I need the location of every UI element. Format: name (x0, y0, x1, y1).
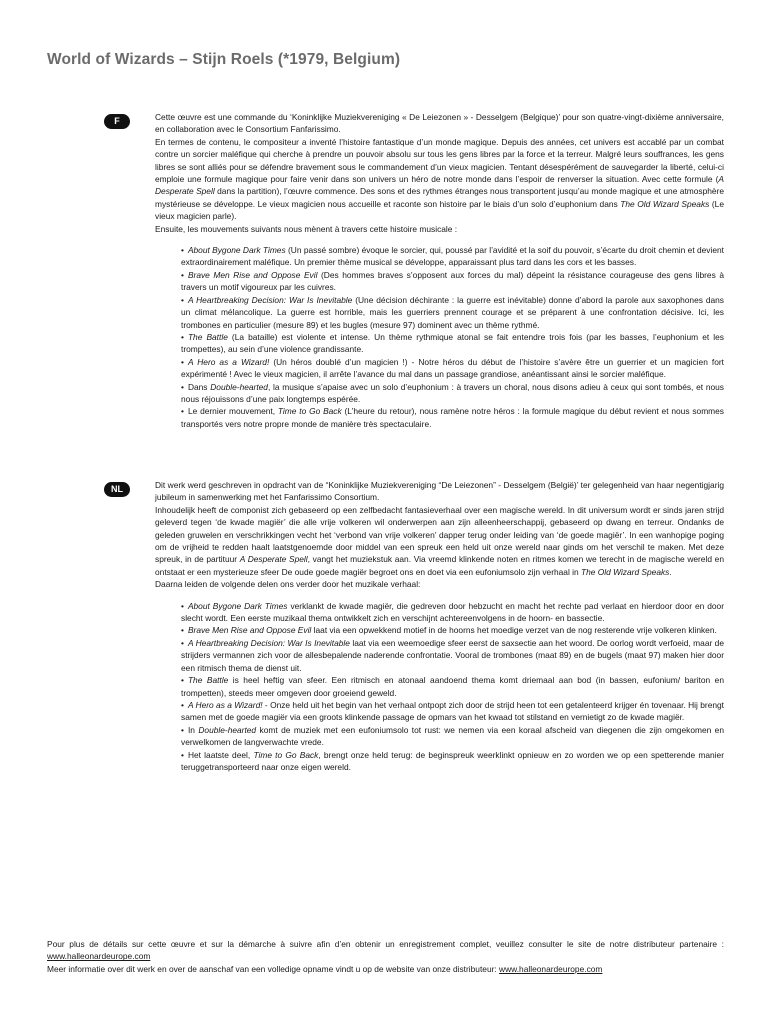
list-item: • Le dernier mouvement, Time to Go Back (L’heure du retour), nous ramène notre héros : la formule magique du début revient et nous sommes transportés vers notre propre monde de manière très spectaculaire. (181, 405, 724, 430)
distributor-link-fr[interactable]: www.halleonardeurope.com (47, 951, 151, 962)
list-item: • Brave Men Rise and Oppose Evil (Des hommes braves s’opposent aux forces du mal) dépeint la résistance courageuse des gens libres à travers un motif vigoureux par les cuivres. (181, 269, 724, 294)
list-item: • About Bygone Dark Times (Un passé sombre) évoque le sorcier, qui, poussé par l’avidité et la soif du pouvoir, s’écarte du droit chemin et devient extraordinairement maléfique. Un premier thème musical se développe, apparaissant plus tard dans les cors et les basses. (181, 244, 724, 269)
section-fr (155, 111, 724, 430)
list-item: • A Heartbreaking Decision: War Is Inevitable (Une décision déchirante : la guerre est inévitable) donne d’abord la parole aux saxophones dans un climat mélancolique. La guerre est horrible, mais les guerriers prennent courage et se préparent à une confrontation décisive. Ici, les trombones en particulier (mesure 89) et les bugles (mesure 97) dominent avec un thème rythmé. (181, 294, 724, 331)
fr-paragraph: En termes de contenu, le compositeur a inventé l’histoire fantastique d’un monde magique. Depuis des années, cet univers est accablé par un combat contre un sorcier maléfique qui cherche à prendre un pouvoir absolu sur tous les gens libres par la force et la terreur. Malgré leurs souffrances, les gens libres se sont alliés pour se défendre bravement sous le commandement d’un vieux magicien. Tentant désespérément de sauvegarder la liberté, celui-ci emploie une formule magique pour faire venir dans son univers un héro de notre monde dans l’espoir de renverser la situation. Avec cette formule (A Desperate Spell dans la partition), l’œuvre commence. Des sons et des rythmes étranges nous transportent jusqu’au monde magique et une atmosphère mystérieuse se développe. Le vieux magicien nous accueille et raconte son histoire par le biais d’un solo d’euphonium dans The Old Wizard Speaks (Le vieux magicien parle). (155, 136, 725, 222)
list-item: • Het laatste deel, Time to Go Back, brengt onze held terug: de beginspreuk weerklinkt opnieuw en zo worden we op een spetterende manier teruggetransporteerd naar onze eigen wereld. (181, 749, 724, 774)
fr-lead-in: Ensuite, les mouvements suivants nous mènent à travers cette histoire musicale : (155, 223, 458, 234)
footer (47, 938, 724, 975)
list-item: • The Battle (La bataille) est violente et intense. Un thème rythmique atonal se fait entendre trois fois (par les basses, l’euphonium et les trompettes), au sein d’une violence grandissante. (181, 331, 724, 356)
list-item: • In Double-hearted komt de muziek met een eufoniumsolo tot rust: we nemen via een koraal afscheid van diegenen die zijn omgekomen en verwelkomen de langverwachte vrede. (181, 724, 724, 749)
nl-paragraph: Inhoudelijk heeft de componist zich gebaseerd op een zelfbedacht fantasieverhaal over een magische wereld. In dit universum wordt er sinds jaren strijd geleverd tegen ‘de kwade magiër’ die alle vrije volkeren wil onderwerpen aan zijn alleenheerschappij, gebaseerd op dwang en terreur. Ondanks de geleden gruwelen en verschrikkingen vecht het ‘verbond van vrije volkeren’ dapper terug onder leiding van ‘de goede magiër’. In een wanhopige poging om de vrijheid te redden haalt laatstgenoemde door middel van een spreuk een held uit onze wereld naar ginds om het verschil te maken. Met deze spreuk, in de partituur A Desperate Spell, vangt het muziekstuk aan. Via vreemd klinkende noten en ritmes komen we terecht in de magische wereld en ontstaat er een mysterieuze sfeer De oude goede magiër begroet ons en doet via een eufoniumsolo zijn verhaal in The Old Wizard Speaks. (155, 504, 724, 577)
language-badge-fr: F (104, 114, 130, 129)
fr-intro: Cette œuvre est une commande du ‘Koninklijke Muziekvereniging « De Leiezonen » - Desselgem (Belgique)’ pour son quatre-vingt-dixième anniversaire, en collaboration avec le Consortium Fanfarissimo. (155, 112, 724, 135)
list-item: • A Heartbreaking Decision: War Is Inevitable laat via een weemoedige sfeer eerst de saxsectie aan het woord. De oorlog wordt verfoeid, maar de strijders vermannen zich voor de allesbepalende naderende confrontatie. Vooral de trombones (maat 89) en de bugels (maat 97) maken hier door een ritmisch thema de dienst uit. (181, 637, 724, 674)
nl-movement-list (181, 600, 724, 774)
language-badge-nl: NL (104, 482, 130, 497)
footer-fr: Pour plus de détails sur cette œuvre et sur la démarche à suivre afin d’en obtenir un enregistrement complet, veuillez consulter le site de notre distributeur partenaire : www.halleonardeurope.com (47, 939, 724, 962)
page-title: World of Wizards – Stijn Roels (*1979, Belgium) (47, 51, 401, 68)
distributor-link-nl[interactable]: www.halleonardeurope.com (499, 963, 603, 974)
list-item: • A Hero as a Wizard! (Un héros doublé d’un magicien !) - Notre héros du début de l’histoire s’avère être un guerrier et un magicien fort expérimenté ! Avec le vieux magicien, il arrête l’avance du mal dans un passage grandiose, anéantissant ainsi le sorcier maléfique. (181, 356, 724, 381)
list-item: • Dans Double-hearted, la musique s’apaise avec un solo d’euphonium : à travers un choral, nous disons adieu à ceux qui sont tombés, et nous nous réjouissons d’une paix longtemps espérée. (181, 381, 724, 406)
list-item: • About Bygone Dark Times verklankt de kwade magiër, die gedreven door hebzucht en macht het rechte pad verlaat en hierdoor door en door slecht wordt. Een eerste muzikaal thema ontwikkelt zich en verschijnt achtereenvolgens in de hoorn- en bassectie. (181, 600, 724, 625)
footer-nl: Meer informatie over dit werk en over de aanschaf van een volledige opname vindt u op de website van onze distributeur: www.halleonardeurope.com (47, 963, 603, 974)
list-item: • Brave Men Rise and Oppose Evil laat via een opwekkend motief in de hoorns het moedige verzet van de nog resterende vrije volkeren klinken. (181, 624, 724, 636)
nl-intro: Dit werk werd geschreven in opdracht van de “Koninklijke Muziekvereniging “De Leiezonen” - Desselgem (België)’ ter gelegenheid van haar negentigjarig jubileum in samenwerking met het Fanfarissimo Consortium. (155, 480, 724, 503)
fr-movement-list (181, 244, 724, 430)
list-item: • The Battle is heel heftig van sfeer. Een ritmisch en atonaal aandoend thema komt driemaal aan bod (in bassen, eufonium/ bariton en trompetten), steeds meer omgeven door groeiend geweld. (181, 674, 724, 699)
nl-lead-in: Daarna leiden de volgende delen ons verder door het muzikale verhaal: (155, 579, 421, 590)
list-item: • A Hero as a Wizard! - Onze held uit het begin van het verhaal ontpopt zich door de strijd heen tot een getalenteerd krijger én tovenaar. Hij brengt samen met de goede magiër via een groots klinkende passage de opmars van het kwaad tot stilstand en vernietigt zo de kwade magiër. (181, 699, 724, 724)
section-nl (155, 479, 724, 773)
